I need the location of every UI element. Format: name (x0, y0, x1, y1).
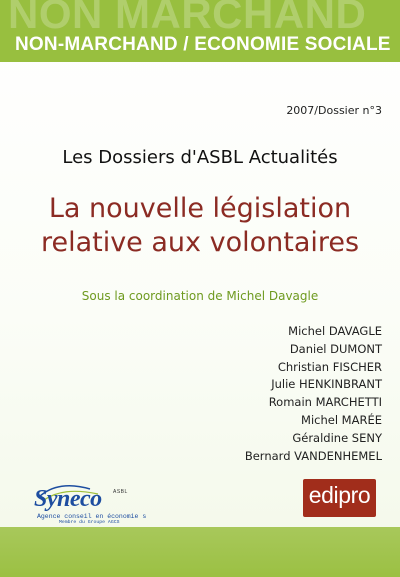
series-watermark: NON MARCHAND (8, 0, 367, 37)
coordination-note: Sous la coordination de Michel Davagle (81, 289, 319, 303)
series-title: NON-MARCHAND / ECONOMIE SOCIALE (15, 34, 391, 55)
author-name: Romain MARCHETTI (268, 395, 382, 410)
publisher-logo (303, 479, 376, 517)
author-name: Géraldine SENY (292, 430, 382, 445)
author-name: Daniel DUMONT (289, 341, 382, 356)
author-name: Michel DAVAGLE (288, 324, 382, 338)
book-title (0, 192, 400, 260)
publisher-logo-name: edipro (308, 482, 371, 508)
author-name: Christian FISCHER (277, 359, 382, 374)
book-title-line-2: relative aux volontaires (40, 227, 360, 258)
issue-number: 2007/Dossier n°3 (286, 104, 382, 117)
syneco-logo-group: Membre du Groupe AGCS (59, 520, 120, 525)
syneco-logo-name: Syneco (34, 486, 102, 512)
author-name: Julie HENKINBRANT (271, 377, 382, 392)
series-header-band (0, 0, 400, 62)
book-title-line-1: La nouvelle législation (48, 193, 352, 224)
syneco-logo-asbl: ASBL (113, 489, 128, 495)
collection-title: Les Dossiers d'ASBL Actualités (62, 147, 338, 168)
bottom-band (0, 527, 400, 577)
author-list (162, 323, 382, 465)
author-name: Michel MARÉE (301, 412, 382, 427)
author-name: Bernard VANDENHEMEL (244, 448, 382, 463)
syneco-logo-tagline: Agence conseil en économie s (37, 513, 147, 520)
syneco-logo (30, 485, 147, 525)
